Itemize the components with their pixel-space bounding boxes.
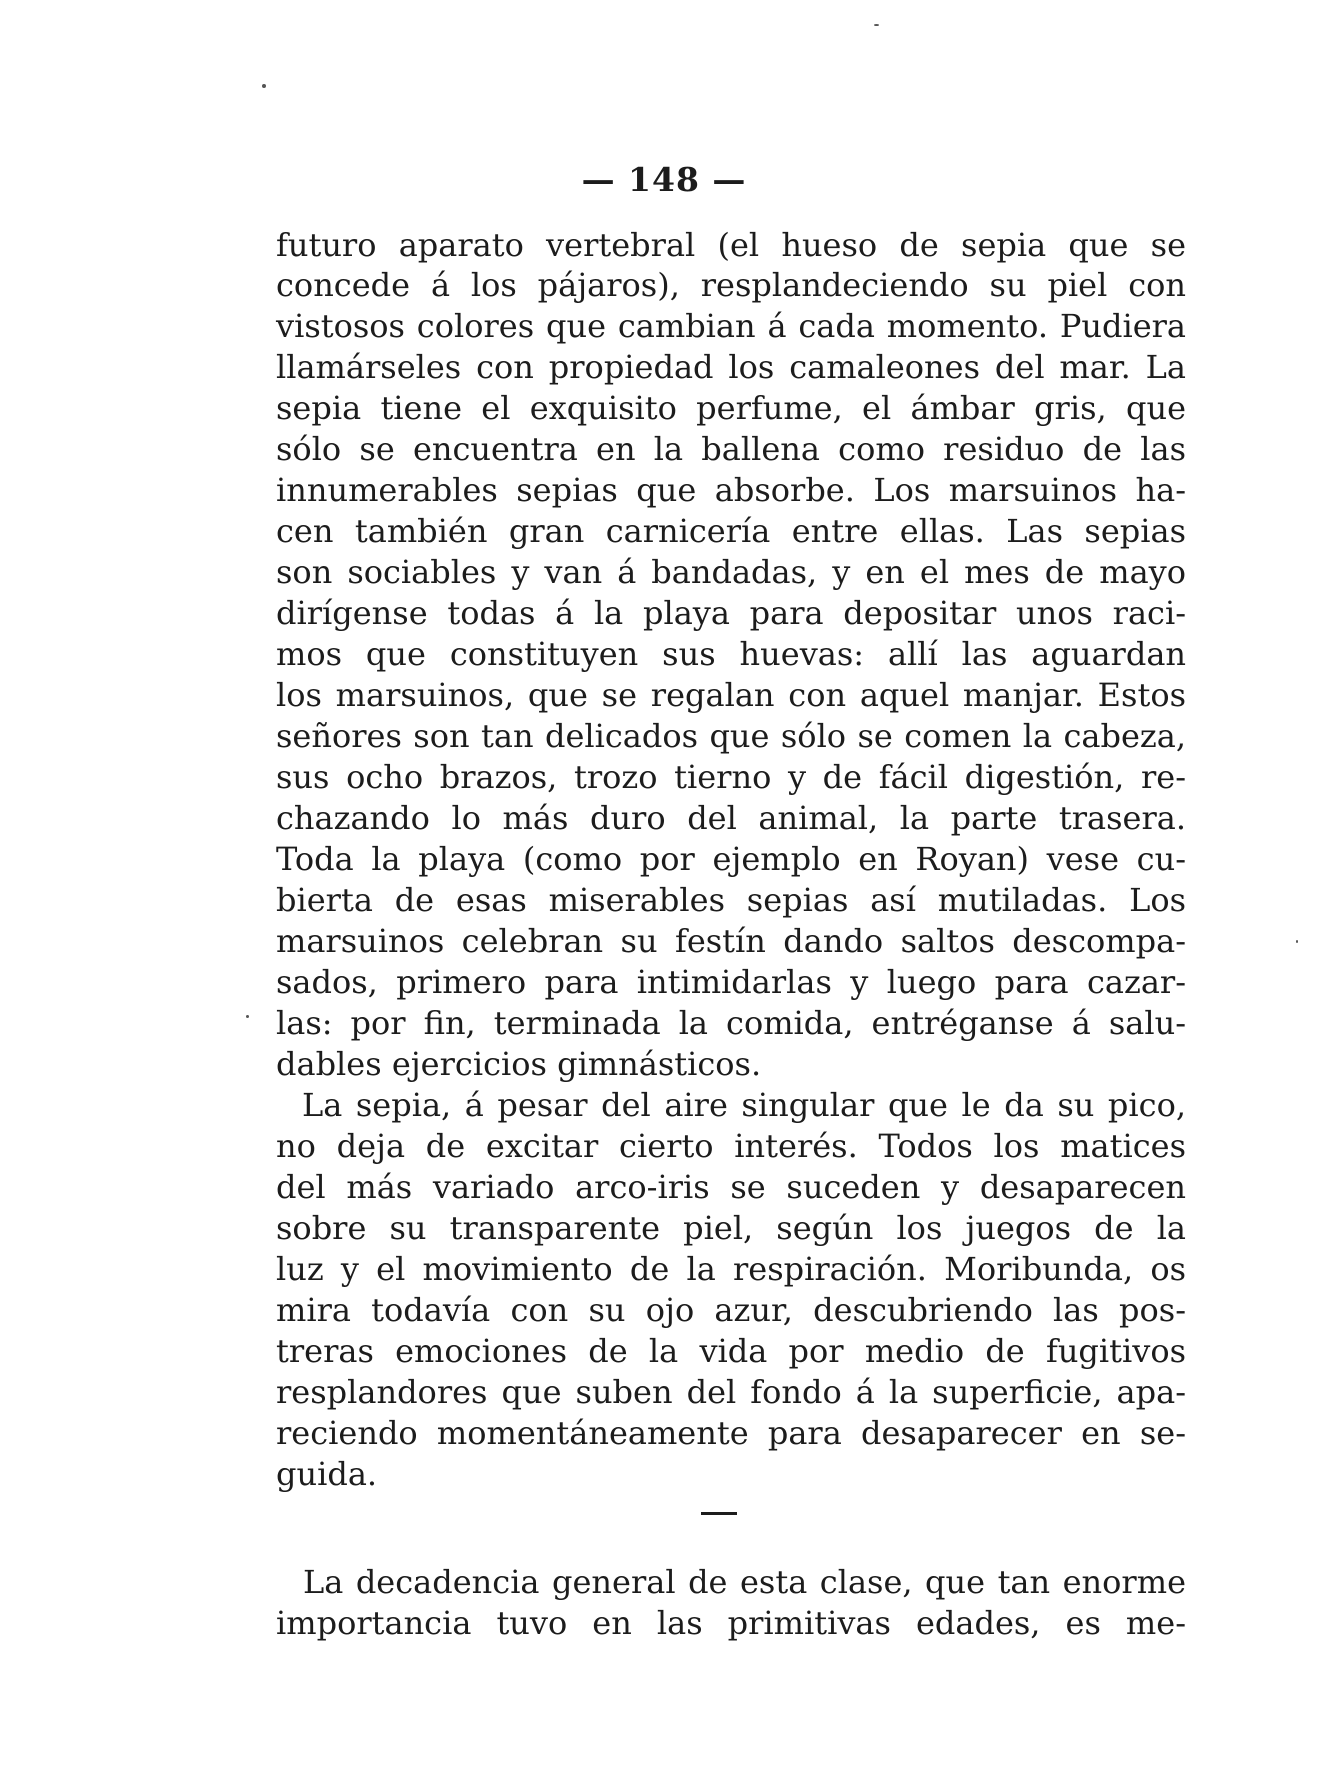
scan-speck <box>1296 940 1298 943</box>
text-line: La sepia, á pesar del aire singular que le da su pico, <box>302 1086 1186 1124</box>
text-line: señores son tan delicados que sólo se comen la cabeza, <box>276 717 1186 755</box>
text-line: llamárseles con propiedad los camaleones del mar. La <box>276 348 1186 386</box>
text-line: concede á los pájaros), resplandeciendo su piel con <box>276 266 1186 304</box>
text-line: sobre su transparente piel, según los juegos de la <box>276 1209 1186 1247</box>
page-number: — 148 — <box>581 160 747 199</box>
text-line: dirígense todas á la playa para depositar unos raci- <box>276 594 1186 632</box>
text-line: dables ejercicios gimnásticos. <box>276 1045 762 1083</box>
text-line: son sociables y van á bandadas, y en el mes de mayo <box>276 553 1186 591</box>
text-line: futuro aparato vertebral (el hueso de sepia que se <box>276 226 1186 264</box>
text-line: La decadencia general de esta clase, que tan enorme <box>303 1563 1186 1601</box>
text-line: bierta de esas miserables sepias así mutiladas. Los <box>276 881 1186 919</box>
text-line: reciendo momentáneamente para desaparecer en se- <box>276 1414 1186 1452</box>
section-separator <box>701 1512 737 1515</box>
scan-speck <box>262 84 266 88</box>
scan-speck <box>874 24 879 26</box>
text-line: treras emociones de la vida por medio de fugitivos <box>276 1332 1186 1370</box>
text-line: importancia tuvo en las primitivas edades, es me- <box>276 1604 1186 1642</box>
text-line: cen también gran carnicería entre ellas. Las sepias <box>276 512 1186 550</box>
text-line: mos que constituyen sus huevas: allí las aguardan <box>276 635 1186 673</box>
text-line: sepia tiene el exquisito perfume, el ámbar gris, que <box>276 389 1186 427</box>
text-line: guida. <box>276 1455 378 1493</box>
text-line: del más variado arco-iris se suceden y desaparecen <box>276 1168 1186 1206</box>
text-line: mira todavía con su ojo azur, descubriendo las pos- <box>276 1291 1186 1329</box>
text-line: las: por fin, terminada la comida, entréganse á salu- <box>276 1004 1186 1042</box>
text-line: no deja de excitar cierto interés. Todos los matices <box>276 1127 1186 1165</box>
text-line: sus ocho brazos, trozo tierno y de fácil digestión, re- <box>276 758 1186 796</box>
text-line: sados, primero para intimidarlas y luego para cazar- <box>276 963 1186 1001</box>
text-line: innumerables sepias que absorbe. Los marsuinos ha- <box>276 471 1186 509</box>
text-line: resplandores que suben del fondo á la superficie, apa- <box>276 1373 1186 1411</box>
text-line: chazando lo más duro del animal, la parte trasera. <box>276 799 1186 837</box>
text-line: sólo se encuentra en la ballena como residuo de las <box>276 430 1186 468</box>
text-line: luz y el movimiento de la respiración. Moribunda, os <box>276 1250 1186 1288</box>
text-line: Toda la playa (como por ejemplo en Royan) vese cu- <box>276 840 1186 878</box>
text-line: los marsuinos, que se regalan con aquel manjar. Estos <box>276 676 1186 714</box>
scan-speck <box>246 1015 249 1018</box>
text-line: marsuinos celebran su festín dando saltos descompa- <box>276 922 1186 960</box>
text-line: vistosos colores que cambian á cada momento. Pudiera <box>276 307 1186 345</box>
